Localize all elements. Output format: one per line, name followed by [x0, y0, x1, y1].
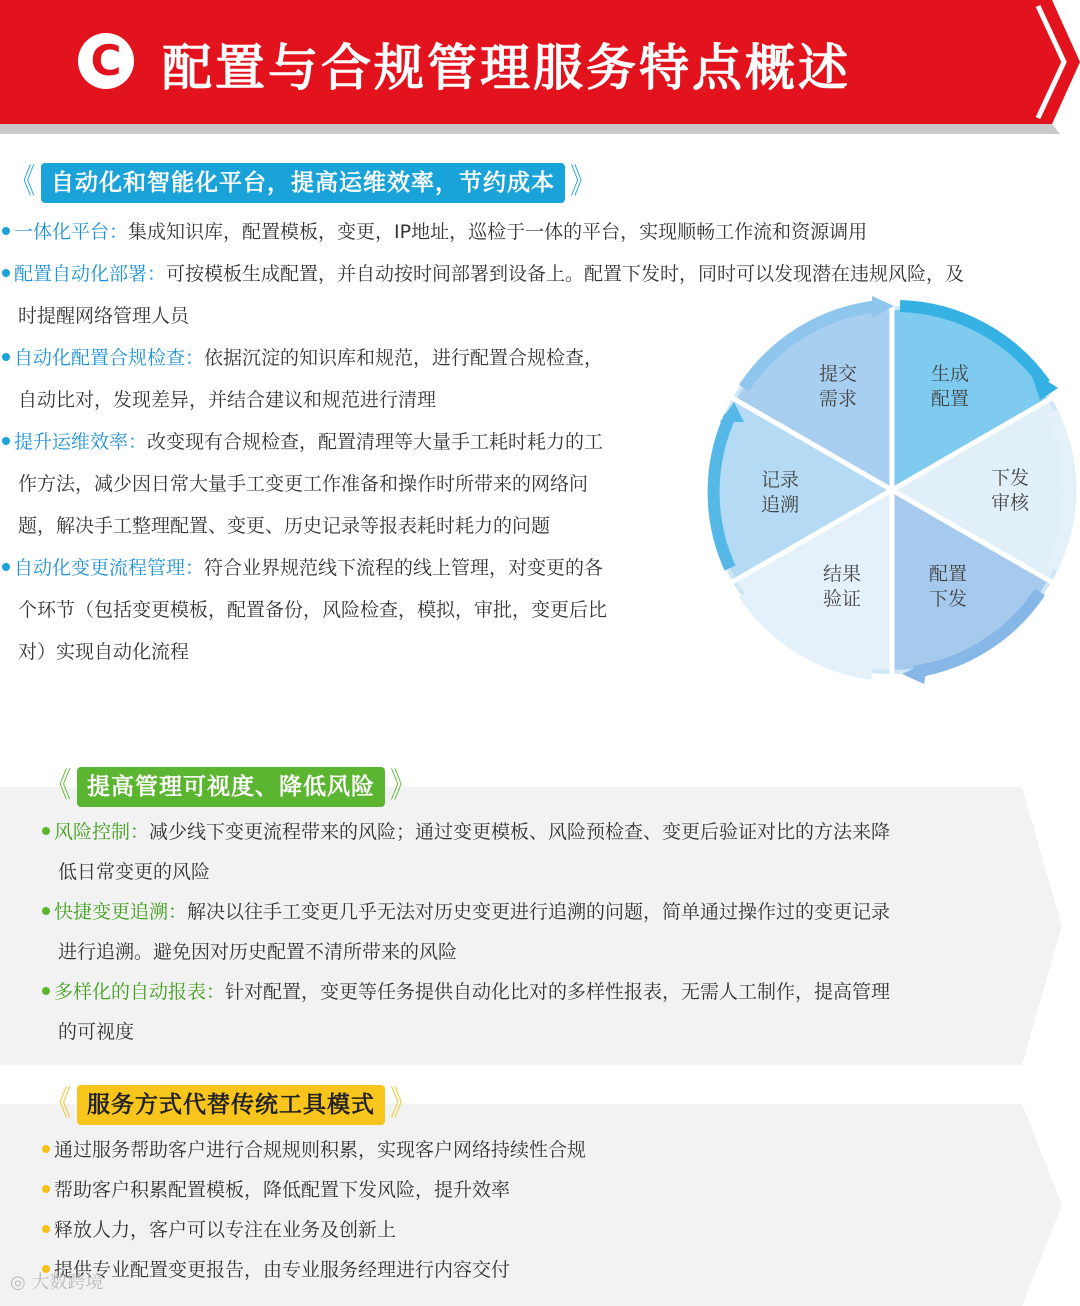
item-label: 一体化平台：	[14, 221, 129, 243]
watermark-text: 大数跨境	[31, 1272, 104, 1293]
section2-list	[42, 812, 1002, 1052]
item-text: 减少线下变更流程带来的风险；通过变更模板、风险预检查、变更后验证对比的方法来降	[149, 821, 891, 843]
item-text: 进行追溯。避免因对历史配置不清所带来的风险	[58, 941, 458, 963]
bracket-left-icon: 《	[11, 162, 36, 202]
bracket-right-icon: 》	[390, 1084, 415, 1124]
section3-title: 服务方式代替传统工具模式	[77, 1085, 385, 1125]
segment-text: 验证	[822, 588, 861, 610]
segment-text: 下发	[990, 467, 1029, 489]
item-text: 集成知识库，配置模板，变更，IP地址，巡检于一体的平台，实现顺畅工作流和资源调用	[128, 221, 868, 243]
bullet-dot-icon	[2, 269, 10, 277]
watermark-logo-icon: ◎	[10, 1272, 26, 1293]
item-text: 作方法，减少因日常大量手工变更工作准备和操作时所带来的网络问	[18, 473, 589, 495]
item-text: 通过服务帮助客户进行合规规则积累，实现客户网络持续性合规	[54, 1139, 587, 1161]
section1-heading	[6, 163, 600, 203]
section-badge: C	[78, 33, 134, 89]
item-text: 针对配置，变更等任务提供自动化比对的多样性报表，无需人工制作，提高管理	[225, 981, 891, 1003]
segment-text: 提交	[818, 363, 857, 385]
list-item	[42, 1210, 942, 1250]
bullet-dot-icon	[42, 907, 50, 915]
item-label: 配置自动化部署：	[14, 263, 167, 285]
item-text: 对）实现自动化流程	[18, 641, 190, 663]
item-text: 的可视度	[58, 1021, 135, 1043]
item-text: 依据沉淀的知识库和规范，进行配置合规检查，	[204, 347, 604, 369]
section2-heading	[42, 767, 420, 807]
bullet-dot-icon	[2, 353, 10, 361]
segment-text: 结果	[822, 563, 861, 585]
item-text: 符合业界规范线下流程的线上管理，对变更的各	[204, 557, 604, 579]
process-wheel	[700, 292, 1080, 692]
wheel-segment-verify	[812, 562, 872, 612]
item-text: 时提醒网络管理人员	[18, 305, 190, 327]
list-item	[42, 1250, 942, 1290]
header-banner	[0, 0, 1080, 140]
item-label: 快捷变更追溯：	[54, 901, 188, 923]
item-text: 改变现有合规检查，配置清理等大量手工耗时耗力的工	[147, 431, 604, 453]
bullet-dot-icon	[42, 987, 50, 995]
wheel-segment-deploy	[918, 562, 978, 612]
item-text: 可按模板生成配置，并自动按时间部署到设备上。配置下发时，同时可以发现潜在违规风险，及	[166, 263, 965, 285]
section3-list	[42, 1130, 942, 1290]
bullet-dot-icon	[2, 227, 10, 235]
bullet-dot-icon	[42, 1185, 50, 1193]
segment-text: 审核	[990, 492, 1029, 514]
list-item	[42, 812, 1002, 892]
item-text: 提供专业配置变更报告，由专业服务经理进行内容交付	[54, 1259, 511, 1281]
item-text: 释放人力，客户可以专注在业务及创新上	[54, 1219, 397, 1241]
bracket-left-icon: 《	[47, 1084, 72, 1124]
bracket-right-icon: 》	[570, 162, 595, 202]
item-label: 提升运维效率：	[14, 431, 148, 453]
bracket-left-icon: 《	[47, 766, 72, 806]
list-item	[42, 1170, 942, 1210]
item-text: 帮助客户积累配置模板，降低配置下发风险，提升效率	[54, 1179, 511, 1201]
segment-text: 配置	[930, 388, 969, 410]
wheel-segment-submit	[808, 362, 868, 412]
wheel-segment-generate	[920, 362, 980, 412]
page-title: 配置与合规管理服务特点概述	[162, 39, 851, 97]
segment-text: 生成	[930, 363, 969, 385]
wheel-segment-trace	[750, 468, 810, 518]
list-item	[42, 892, 1002, 972]
list-item	[42, 972, 1002, 1052]
section2-title: 提高管理可视度、降低风险	[77, 767, 385, 807]
item-label: 多样化的自动报表：	[54, 981, 226, 1003]
bullet-dot-icon	[2, 437, 10, 445]
bullet-dot-icon	[42, 1145, 50, 1153]
list-item	[42, 1130, 942, 1170]
bracket-right-icon: 》	[390, 766, 415, 806]
segment-text: 下发	[928, 588, 967, 610]
item-text: 自动比对，发现差异，并结合建议和规范进行清理	[18, 389, 437, 411]
bullet-dot-icon	[42, 827, 50, 835]
item-text: 解决以往手工变更几乎无法对历史变更进行追溯的问题，简单通过操作过的变更记录	[187, 901, 891, 923]
segment-text: 追溯	[760, 494, 799, 516]
item-label: 风险控制：	[54, 821, 150, 843]
item-text: 题，解决手工整理配置、变更、历史记录等报表耗时耗力的问题	[18, 515, 551, 537]
section3-heading	[42, 1085, 420, 1125]
bullet-dot-icon	[2, 563, 10, 571]
item-label: 自动化变更流程管理：	[14, 557, 205, 579]
item-text: 低日常变更的风险	[58, 861, 211, 883]
segment-text: 记录	[760, 469, 799, 491]
segment-text: 需求	[818, 388, 857, 410]
segment-text: 配置	[928, 563, 967, 585]
bullet-dot-icon	[42, 1225, 50, 1233]
list-item	[2, 211, 1080, 253]
wheel-segment-review	[980, 466, 1040, 516]
watermark	[10, 1268, 103, 1294]
section1-title: 自动化和智能化平台，提高运维效率，节约成本	[41, 163, 565, 203]
item-label: 自动化配置合规检查：	[14, 347, 205, 369]
item-text: 个环节（包括变更模板，配置备份，风险检查，模拟，审批，变更后比	[18, 599, 608, 621]
